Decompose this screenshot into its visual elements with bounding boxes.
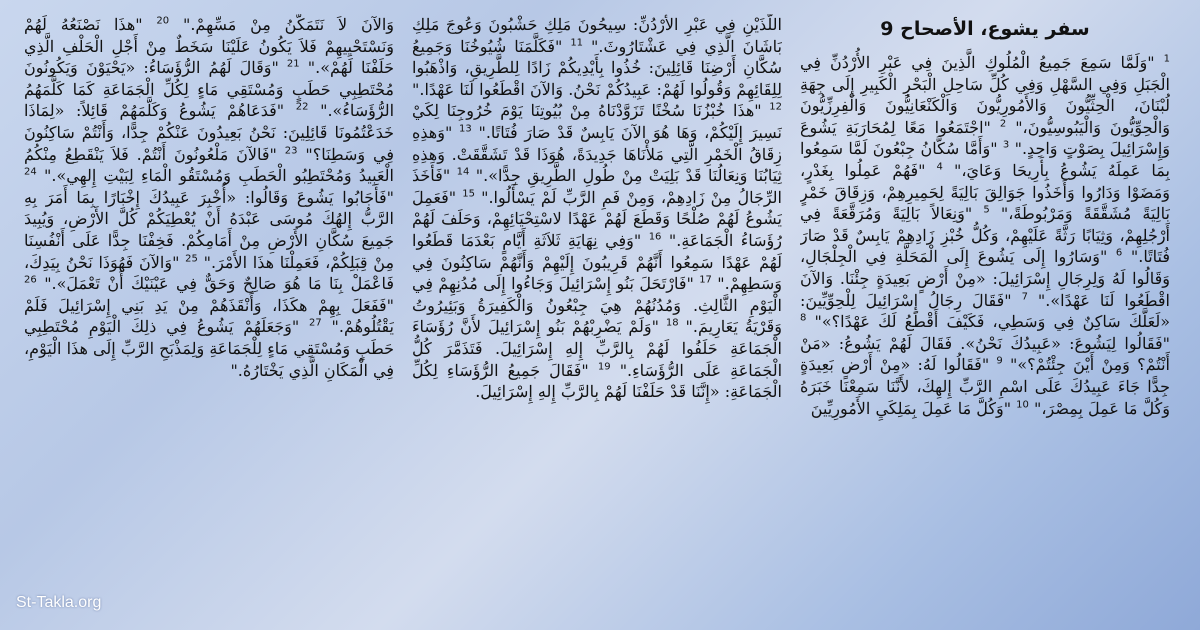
column-body [800, 52, 1170, 419]
verse-number: 4 [936, 161, 943, 173]
verse-text: "وَقَالَ لَهُمُ الرُّؤَسَاءُ: «يَحْيَوْنَ وَيَكُونُونَ مُحْتَطِبِي حَطَبٍ وَمُسْتَقِي مَاءٍ لِكُلِّ الْجَمَاعَةِ كَمَا كَلَّمَهُمُ الرُّؤَسَاءُ»." [24, 58, 394, 121]
verse-text: "وَكُلَّ مَا عَمِلَ بِمَلِكَيِ الأَمُورِيِّينَ [810, 398, 1012, 418]
page-title: سفر يشوع، الأصحاح 9 [880, 18, 1090, 40]
verse-number: 14 [456, 166, 470, 178]
verse-number: 26 [24, 274, 37, 286]
verse-text: "فَارْتَحَلَ بَنُو إِسْرَائِيلَ وَجَاءُوا إِلَى مُدُنِهِمْ فِي الْيَوْمِ الثَّالِثِ. وَمُدُنُهُمْ هِيَ جِبْعُونُ وَالْكَفِيرَةُ وَبَئِيرُوتُ وَقَرْيَةُ يَعَارِيمَ." [412, 274, 782, 337]
verse-text: "وَلَمَّا سَمِعَ جَمِيعُ الْمُلُوكِ الَّذِينَ فِي عَبْرِ الأُرْدُنِّ فِي الْجَبَلِ وَفِي السَّهْلِ وَفِي كُلِّ سَاحِلِ الْبَحْرِ الْكَبِيرِ إِلَى جِهَةِ لُبْنَانَ، الْحِثِّيُّونَ وَالأَمُورِيُّونَ وَالْكَنْعَانِيُّونَ وَالْفِرِزِّيُّونَ وَالْحِوِّيُّونَ وَالْيَبُوسِيُّونَ،" [800, 53, 1170, 137]
verse-text: "وَجَعَلَهُمْ يَشُوعُ فِي ذلِكَ الْيَوْمِ مُحْتَطِبِي حَطَبٍ وَمُسْتَقِي مَاءٍ لِلْجَمَاعَةِ وَلِمَذْبَحِ الرَّبِّ إِلَى هذَا الْيَوْمِ، فِي الْمَكَانِ الَّذِي يَخْتَارُهُ." [24, 317, 394, 380]
verse-text: "وَالآنَ فَهُوَذَا نَحْنُ بِيَدِكَ، فَاعْمَلْ بِنَا مَا هُوَ صَالِحٌ وَحَقٌّ فِي عَيْنَيْكَ أَنْ تَعْمَلَ»." [24, 252, 394, 294]
verse-number: 19 [597, 361, 611, 373]
verse-number: 24 [24, 166, 37, 178]
verse-text: "فَكَلَّمَنَا شُيُوخُنَا وَجَمِيعُ سُكَّانِ أَرْضِنَا قَائِلِينَ: خُذُوا بِأَيْدِيكُمْ زَادًا لِلطَّرِيقِ، وَاذْهَبُوا لِلِقَائِهِمْ وَقُولُوا لَهُمْ: عَبِيدُكُمْ نَحْنُ. وَالآنَ اقْطَعُوا لَنَا عَهْدًا." [412, 36, 782, 99]
verse-text: "فَقَالُوا لَهُ: «مِنْ أَرْضٍ بَعِيدَةٍ جِدًّا جَاءَ عَبِيدُكَ عَلَى اسْمِ الرَّبِّ إِلهِكَ، لأَنَّنَا سَمِعْنَا خَبَرَهُ وَكُلَّ مَا عَمِلَ بِمِصْرَ،" [800, 355, 1170, 418]
verse-number: 27 [309, 317, 322, 329]
verse-text: "فَقَالَ جَمِيعُ الرُّؤَسَاءِ لِكُلِّ الْجَمَاعَةِ: «إِنَّنَا قَدْ حَلَفْنَا لَهُمْ بِالرَّبِّ إِلهِ إِسْرَائِيلَ. [412, 360, 782, 402]
verse-number: 9 [996, 355, 1003, 367]
verse-number: 13 [459, 123, 472, 135]
column-body [24, 14, 394, 381]
verse-number: 15 [462, 188, 475, 200]
verse-text: "فَهُمْ عَمِلُوا بِغَدْرٍ، وَمَضَوْا وَدَارُوا وَأَخَذُوا جَوَالِقَ بَالِيَةً لِحَمِيرِهِمْ، وَزِقَاقَ خَمْرٍ بَالِيَةً مُشَقَّقَةً وَمَرْبُوطَةً،" [800, 160, 1170, 224]
verse-text: "وَأَمَّا سُكَّانُ جِبْعُونَ لَمَّا سَمِعُوا بِمَا عَمِلَهُ يَشُوعُ بِأَرِيحَا وَعَايَ،" [800, 139, 1170, 180]
verse-number: 3 [1002, 140, 1010, 152]
verse-number: 17 [699, 274, 712, 286]
verse-number: 11 [570, 37, 584, 49]
verse-number: 25 [185, 253, 198, 265]
verse-text: "فَدَعَاهُمْ يَشُوعُ وَكَلَّمَهُمْ قَائِلاً: «لِمَاذَا خَدَعْتُمُونَا قَائِلِينَ: نَحْنُ بَعِيدُونَ عَنْكُمْ جِدًّا، وَأَنْتُمْ سَاكِنُونَ فِي وَسَطِنَا؟" [24, 101, 394, 164]
text-column-3 [24, 14, 394, 614]
site-watermark: St-Takla.org [16, 594, 102, 611]
verse-number: 6 [1115, 248, 1123, 260]
verse-text: وَالآنَ لاَ نَتَمَكَّنُ مِنْ مَسِّهِمْ." [182, 15, 394, 34]
column-body [412, 14, 782, 403]
verse-text: اللَّذَيْنِ فِي عَبْرِ الأُرْدُنِّ: سِيحُونَ مَلِكِ حَشْبُونَ وَعُوجَ مَلِكِ بَاشَانَ الَّذِي فِي عَشْتَارُوثَ." [412, 15, 782, 56]
verse-text: "وَسَارُوا إِلَى يَشُوعَ إِلَى الْمَحَلَّةِ فِي الْجِلْجَالِ، وَقَالُوا لَهُ وَلِرِجَالِ إِسْرَائِيلَ: «مِنْ أَرْضٍ بَعِيدَةٍ جِئْنَا. وَالآنَ اقْطَعُوا لَنَا عَهْدًا»." [800, 247, 1170, 310]
text-column-2 [412, 14, 782, 614]
verse-number: 5 [983, 204, 990, 216]
verse-number: 18 [665, 317, 679, 329]
verse-number: 10 [1016, 399, 1029, 411]
verse-number: 16 [648, 231, 662, 243]
verse-number: 7 [1021, 291, 1028, 303]
verse-text: "فَقَالَ رِجَالُ إِسْرَائِيلَ لِلْحِوِّيِّينَ: «لَعَلَّكَ سَاكِنٌ فِي وَسَطِي، فَكَيْفَ أَقْطَعُ لَكَ عَهْدًا؟»" [800, 290, 1170, 332]
verse-text: "هذَا نَصْنَعُهُ لَهُمْ وَنَسْتَحْيِيهِمْ فَلاَ يَكُونُ عَلَيْنَا سَخَطٌ مِنْ أَجْلِ الْحَلْفِ الَّذِي حَلَفْنَا لَهُمْ»." [24, 15, 394, 78]
verse-number: 12 [769, 102, 782, 114]
verse-text: "هذَا خُبْزُنَا سُخْنًا تَزَوَّدْنَاهُ مِنْ بُيُوتِنَا يَوْمَ خُرُوجِنَا لِكَيْ نَسِيرَ إِلَيْكُمْ، وَهَا هُوَ الآنَ يَابِسٌ قَدْ صَارَ فُتَاتًا." [412, 101, 782, 142]
text-column-1 [800, 14, 1170, 614]
verse-text: "وَلَمْ يَضْرِبْهُمْ بَنُو إِسْرَائِيلَ لأَنَّ رُؤَسَاءَ الْجَمَاعَةِ حَلَفُوا لَهُمْ بِالرَّبِّ إِلهِ إِسْرَائِيلَ. فَتَذَمَّرَ كُلُّ الْجَمَاعَةِ عَلَى الرُّؤَسَاءِ." [412, 317, 782, 380]
verse-text: "وَهذِهِ زِقَاقُ الْخَمْرِ الَّتِي مَلأْنَاهَا جَدِيدَةً، هُوَذَا قَدْ تَشَقَّقَتْ. وَهذِهِ ثِيَابُنَا وَنِعَالُنَا قَدْ بَلِيَتْ مِنْ طُولِ الطَّرِيقِ جِدًّا»." [412, 122, 782, 186]
verse-number: 20 [156, 15, 170, 27]
verse-text: "فَقَالُوا لِيَشُوعَ: «عَبِيدُكَ نَحْنُ». فَقَالَ لَهُمْ يَشُوعُ: «مَنْ أَنْتُمْ؟ وَمِنْ أَيْنَ جِئْتُمْ؟»" [800, 333, 1170, 375]
verse-text: "فَعَمِلَ يَشُوعُ لَهُمْ صُلْحًا وَقَطَعَ لَهُمْ عَهْدًا لاسْتِحْيَائِهِمْ، وَحَلَفَ لَهُمْ رُؤَسَاءُ الْجَمَاعَةِ." [412, 187, 782, 250]
verse-text: "فَفَعَلَ بِهِمْ هكَذَا، وَأَنْقَذَهُمْ مِنْ يَدِ بَنِي إِسْرَائِيلَ فَلَمْ يَقْتُلُوهُمْ." [24, 295, 394, 337]
verse-text: "وَنِعَالاً بَالِيَةً وَمُرَقَّعَةً فِي أَرْجُلِهِمْ، وَثِيَابًا رَثَّةً عَلَيْهِمْ، وَكُلُّ خُبْزِ زَادِهِمْ يَابِسٌ قَدْ صَارَ فُتَاتًا." [800, 204, 1170, 267]
verse-number: 2 [999, 118, 1007, 130]
verse-number: 21 [286, 58, 300, 70]
verse-text: "اجْتَمَعُوا مَعًا لِمُحَارَبَةِ يَشُوعَ وَإِسْرَائِيلَ بِصَوْتٍ وَاحِدٍ." [800, 117, 1170, 159]
verse-text: "فَأَخَذَ الرِّجَالُ مِنْ زَادِهِمْ، وَمِنْ فَمِ الرَّبِّ لَمْ يَسْأَلُوا." [412, 166, 782, 207]
verse-number: 8 [800, 312, 807, 324]
verse-text: "وَفِي نِهَايَةِ ثَلاَثَةِ أَيَّامٍ بَعْدَمَا قَطَعُوا لَهُمْ عَهْدًا سَمِعُوا أَنَّهُمْ قَرِيبُونَ إِلَيْهِمْ وَأَنَّهُمْ سَاكِنُونَ فِي وَسَطِهِمْ." [412, 230, 782, 294]
verse-text: "فَالآنَ مَلْعُونُونَ أَنْتُمْ. فَلاَ يَنْقَطِعُ مِنْكُمُ الْعَبِيدُ وَمُحْتَطِبُو الْحَطَبِ وَمُسْتَقُو الْمَاءِ لِبَيْتِ إِلهِي»." [24, 144, 394, 186]
verse-text: "فَأَجَابُوا يَشُوعَ وَقَالُوا: «أُخْبِرَ عَبِيدُكَ إِخْبَارًا بِمَا أَمَرَ بِهِ الرَّبُّ إِلهُكَ مُوسَى عَبْدَهُ أَنْ يُعْطِيَكُمْ كُلَّ الأَرْضِ، وَيُبِيدَ جَمِيعَ سُكَّانِ الأَرْضِ مِنْ أَمَامِكُمْ. فَخِفْنَا جِدًّا عَلَى أَنْفُسِنَا مِنْ قِبَلِكُمْ، فَعَمِلْنَا هذَا الأَمْرَ." [24, 187, 394, 272]
verse-number: 1 [1163, 53, 1170, 65]
verse-number: 23 [284, 145, 298, 157]
verse-number: 22 [295, 102, 309, 114]
